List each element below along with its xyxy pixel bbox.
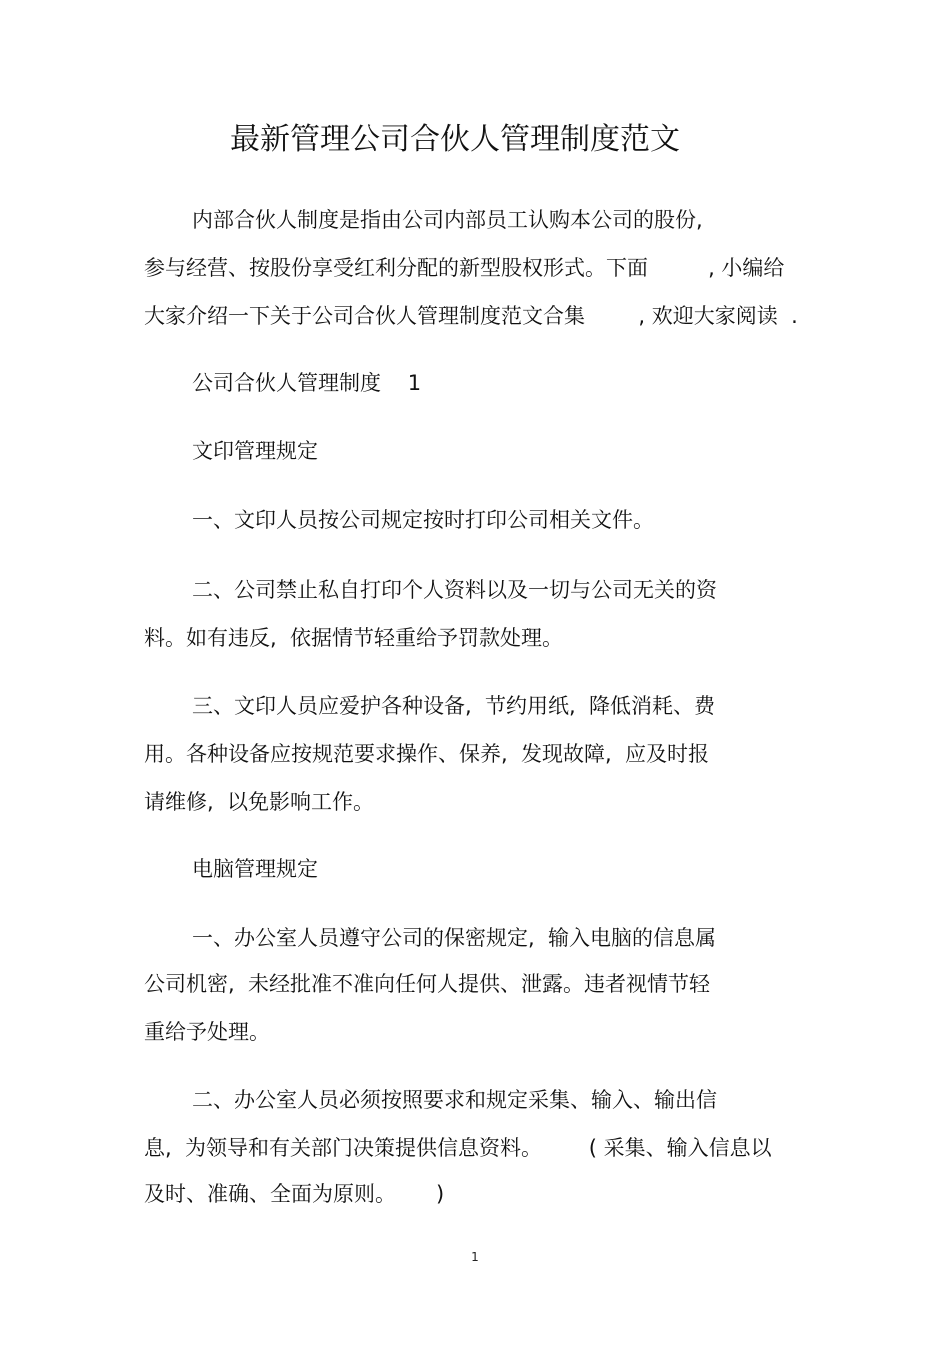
page-number: 1 xyxy=(471,1250,479,1264)
paragraph-line: 二、办公室人员必须按照要求和规定采集、输入、输出信 xyxy=(192,1088,717,1112)
document-title: 最新管理公司合伙人管理制度范文 xyxy=(230,122,680,157)
paragraph-line: 请维修, 以免影响工作。 xyxy=(144,790,375,814)
paragraph-line: 内部合伙人制度是指由公司内部员工认购本公司的股份, xyxy=(192,208,703,232)
paragraph-line: 一、文印人员按公司规定按时打印公司相关文件。 xyxy=(192,508,654,532)
paragraph-line: 及时、准确、全面为原则。 ) xyxy=(144,1182,445,1206)
paragraph-line: 大家介绍一下关于公司合伙人管理制度范文合集 , 欢迎大家阅读 . xyxy=(144,304,798,328)
subsection-heading: 文印管理规定 xyxy=(192,439,318,463)
paragraph-line: 一、办公室人员遵守公司的保密规定, 输入电脑的信息属 xyxy=(192,926,717,950)
paragraph-line: 三、文印人员应爱护各种设备, 节约用纸, 降低消耗、费 xyxy=(192,694,716,718)
paragraph-line: 参与经营、按股份享受红利分配的新型股权形式。下面 , 小编给 xyxy=(144,256,785,280)
paragraph-line: 公司机密, 未经批准不准向任何人提供、泄露。违者视情节轻 xyxy=(144,972,711,996)
paragraph-line: 料。如有违反, 依据情节轻重给予罚款处理。 xyxy=(144,626,564,650)
paragraph-line: 息, 为领导和有关部门决策提供信息资料。 ( 采集、输入信息以 xyxy=(144,1136,772,1160)
subsection-heading: 电脑管理规定 xyxy=(192,857,318,881)
paragraph-line: 二、公司禁止私自打印个人资料以及一切与公司无关的资 xyxy=(192,578,717,602)
section-heading: 公司合伙人管理制度 1 xyxy=(192,371,422,395)
paragraph-line: 重给予处理。 xyxy=(144,1020,270,1044)
paragraph-line: 用。各种设备应按规范要求操作、保养, 发现故障, 应及时报 xyxy=(144,742,710,766)
